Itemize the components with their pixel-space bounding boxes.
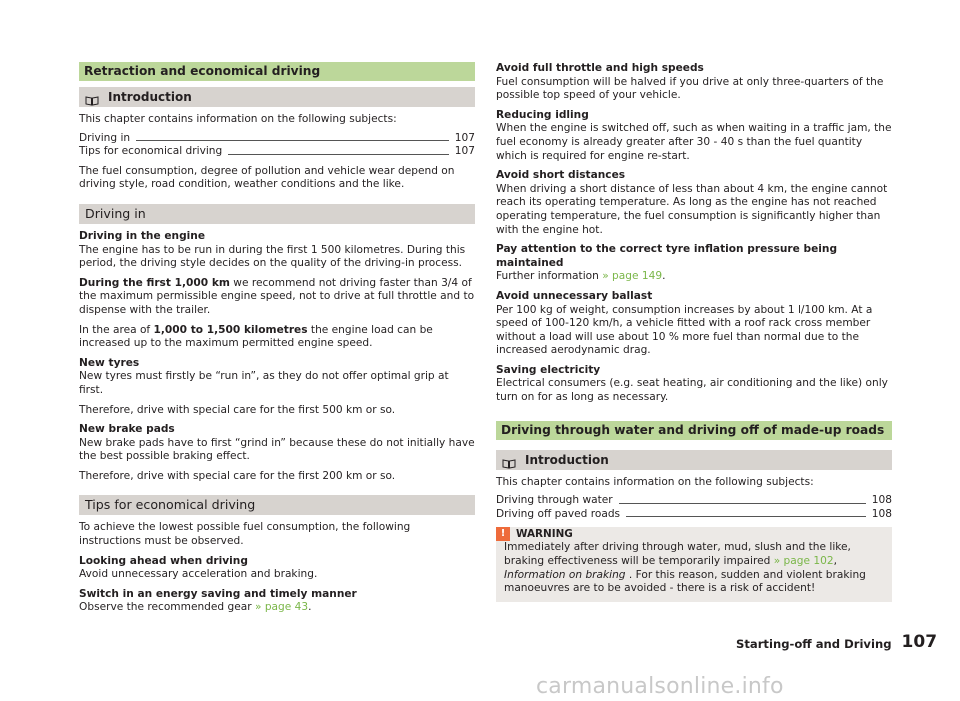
intro-heading-label: Introduction [108,90,192,104]
toc-leader [136,140,449,141]
idling-head: Reducing idling [496,108,589,121]
short-paragraph [496,169,892,237]
warning-mid: , [833,555,837,568]
ballast-paragraph [496,290,892,358]
warning-header [496,527,884,541]
area-bold: 1,000 to 1,500 kilometres [153,323,308,336]
tyres-text: New tyres must firstly be “run in”, as they do not offer optimal grip at first. [79,370,449,396]
toc-page: 107 [454,131,475,144]
idling-paragraph [496,109,892,163]
toc-label: Driving off paved roads [496,507,621,520]
engine-paragraph [79,230,475,271]
toc-label: Driving through water [496,494,613,507]
tips-text: To achieve the lowest possible fuel consumption, the following instructions must be observed. [79,521,411,548]
intro-heading-label: Introduction [525,452,609,467]
ballast-text: Per 100 kg of weight, consumption increases by about 1 l/100 km. At a speed of 100-120 km/h, a vehicle fitted with a roof rack cross member without a load will use about 10 % more fuel than normal due to the increased aerodynamic drag. [496,303,873,357]
intro-heading [79,87,475,107]
first-km-bold: During the first 1,000 km [79,276,230,289]
footer-section-title: Starting-off and Driving [736,637,892,651]
tips-heading: Tips for economical driving [79,495,475,515]
toc-label: Tips for economical driving [79,145,223,158]
right-column [496,62,892,602]
warning-label: WARNING [516,527,573,540]
toc-item[interactable] [79,132,475,146]
tyre-text: Further information [496,270,603,283]
switch-end: . [308,601,312,614]
chapter-title: Retraction and economical driving [79,62,475,81]
switch-paragraph [79,588,475,615]
toc-page: 107 [454,145,475,158]
pads-head: New brake pads [79,423,175,436]
short-text: When driving a short distance of less than about 4 km, the engine cannot reach its operating temperature. As long as the engine has not reached operating temperature, the fuel consumption is significantly higher than with the engine hot. [496,182,888,236]
driving-in-heading: Driving in [79,204,475,224]
ahead-paragraph [79,555,475,582]
tyres-care: Therefore, drive with special care for the first 500 km or so. [79,403,396,416]
page-102-link[interactable]: » page 102 [773,555,834,568]
switch-text: Observe the recommended gear [79,601,255,614]
water-chapter-title: Driving through water and driving off of made-up roads [496,421,892,440]
first-km-text: we recommend not driving faster than 3/4 of the maximum permissible engine speed, not to drive at full throttle and to dispense with the trailer. [79,276,475,316]
tyres-paragraph [79,357,475,398]
pads-care: Therefore, drive with special care for the first 200 km or so. [79,469,396,482]
watermark: carmanualsonline.info [536,674,784,699]
pads-text: New brake pads have to first “grind in” because these do not initially have the best possible braking effect. [79,436,475,463]
toc-leader [626,516,866,517]
tyre-head: Pay attention to the correct tyre inflation pressure being maintained [496,243,838,269]
warning-pre: Immediately after driving through water, mud, slush and the like, braking effectiveness will be temporarily impaired [504,541,851,568]
throttle-paragraph [496,62,892,103]
engine-text: The engine has to be run in during the first 1 500 kilometres. During this period, the driving style decides on the quality of the driving-in process. [79,243,466,270]
idling-text: When the engine is switched off, such as when waiting in a traffic jam, the fuel economy is already greater after 30 - 40 s than the fuel quantity which is required for engine re-start. [496,122,892,162]
left-column [79,62,475,615]
page-number: 107 [901,632,938,652]
page-149-link[interactable]: » page 149 [602,270,663,283]
throttle-head: Avoid full throttle and high speeds [496,62,704,74]
warning-icon: ! [496,527,510,541]
toc-leader [228,154,449,155]
tyres-head: New tyres [79,356,140,369]
toc-item[interactable] [496,494,892,508]
book-icon [502,455,516,465]
area-paragraph [79,324,475,351]
page-43-link[interactable]: » page 43 [254,601,309,614]
warning-post: . For this reason, sudden and violent braking manoeuvres are to be avoided - there is a risk of accident! [504,568,866,595]
toc-leader [619,503,866,504]
intro-heading-right [496,450,892,470]
area-post: the engine load can be increased up to the maximum permitted engine speed. [79,323,433,350]
fuel-text: The fuel consumption, degree of pollution and vehicle wear depend on driving style, road condition, weather conditions and the like. [79,164,455,191]
tyre-paragraph [496,243,892,284]
toc-label: Driving in [79,131,131,144]
toc-page: 108 [871,494,892,507]
warning-box [496,527,892,601]
toc-item[interactable] [79,145,475,159]
toc-item[interactable] [496,508,892,522]
short-head: Avoid short distances [496,169,626,182]
first-km-paragraph [79,277,475,318]
throttle-text: Fuel consumption will be halved if you drive at only three-quarters of the possible top speed of your vehicle. [496,75,884,102]
ballast-head: Avoid unnecessary ballast [496,289,653,302]
page-footer [736,632,937,652]
area-pre: In the area of [79,323,154,336]
engine-head: Driving in the engine [79,229,206,242]
toc-page: 108 [871,507,892,520]
warning-italic: Information on braking [504,568,626,581]
elec-paragraph [496,364,892,405]
intro-text-right: This chapter contains information on the following subjects: [496,475,814,488]
tyre-end: . [662,270,666,283]
elec-text: Electrical consumers (e.g. seat heating, air conditioning and the like) only turn on for as long as necessary. [496,377,888,404]
elec-head: Saving electricity [496,363,601,376]
switch-head: Switch in an energy saving and timely manner [79,587,357,600]
ahead-text: Avoid unnecessary acceleration and braking. [79,568,318,581]
book-icon [85,92,99,102]
pads-paragraph [79,423,475,464]
ahead-head: Looking ahead when driving [79,554,248,567]
warning-text [504,541,884,595]
intro-text: This chapter contains information on the following subjects: [79,113,397,125]
